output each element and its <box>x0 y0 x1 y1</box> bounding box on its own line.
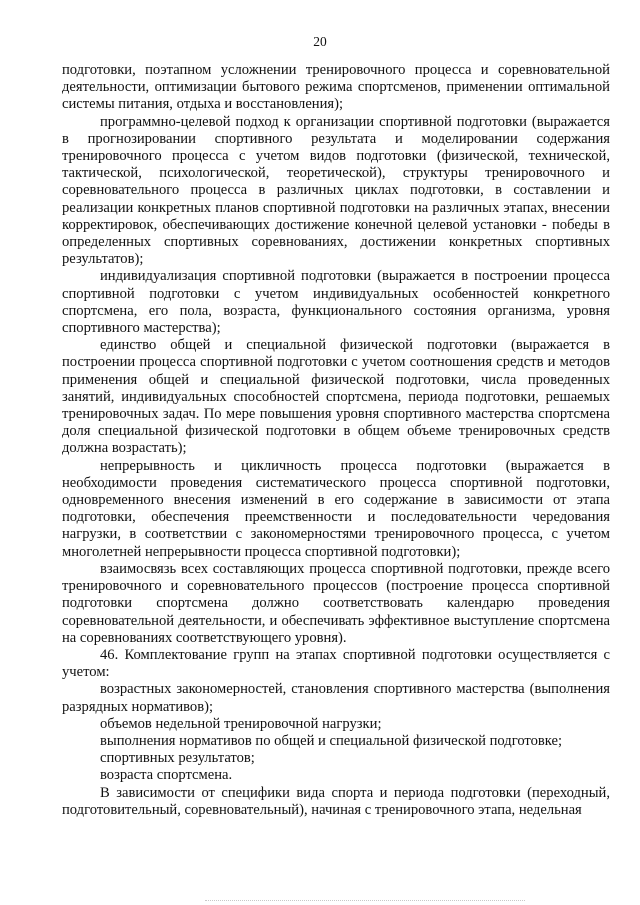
paragraph-continuation: подготовки, поэтапном усложнении тренировочного процесса и соревновательной деятельности, оптимизации бытового режима спортсменов, применении оптимальной системы питания, отдыха и восстановления); <box>62 62 610 113</box>
paragraph-program-target-approach: программно-целевой подход к организации спортивной подготовки (выражается в прогнозировании спортивного результата и моделировании содержания тренировочного процесса с учетом видов подготовки (физической, технической, тактической, психологической, теоретической), структуры тренировочного и соревновательного процесса в различных циклах подготовки, в составлении и реализации конкретных планов спортивной подготовки на различных этапах, внесении корректировок, обеспечивающих достижение конечной целевой установки - победы в определенных спортивных соревнованиях, достижении конкретных спортивных результатов); <box>62 113 610 268</box>
bottom-scan-line <box>205 900 525 901</box>
paragraph-interrelation: взаимосвязь всех составляющих процесса спортивной подготовки, прежде всего тренировочного и соревновательного процессов (построение процесса спортивной подготовки спортсмена должно соответствовать календарю проведения соревновательной деятельности, и обеспечивать эффективное выступление спортсмена на соревнованиях соответствующего уровня). <box>62 560 610 646</box>
list-item-athlete-age: возраста спортсмена. <box>100 767 233 784</box>
list-item-weekly-load: объемов недельной тренировочной нагрузки; <box>100 715 382 732</box>
page-number: 20 <box>313 34 327 49</box>
paragraph-unity-of-training: единство общей и специальной физической подготовки (выражается в построении процесса спортивной подготовки с учетом соотношения средств и методов применения общей и специальной физической подготовки, числа проведенных занятий, индивидуальных способностей спортсмена, периода подготовки, решаемых тренировочных задач. По мере повышения уровня спортивного мастерства спортсмена доля специальной физической подготовки в общем объеме тренировочных средств должна возрастать); <box>62 337 610 457</box>
paragraph-continuity: непрерывность и цикличность процесса подготовки (выражается в необходимости проведения систематического процесса спортивной подготовки, одновременного внесения изменений в его содержание в зависимости от этапа подготовки, обеспечения преемственности и последовательности чередования нагрузки, в соответствии с закономерностями тренировочного процесса, с учетом многолетней непрерывности процесса спортивной подготовки); <box>62 457 610 560</box>
paragraph-individualization: индивидуализация спортивной подготовки (выражается в построении процесса спортивной подготовки с учетом индивидуальных особенностей конкретного спортсмена, его пола, возраста, функционального состояния организма, уровня спортивного мастерства); <box>62 268 610 337</box>
list-item-age-patterns: возрастных закономерностей, становления спортивного мастерства (выполнения разрядных нормативов); <box>62 681 610 715</box>
list-item-standards: выполнения нормативов по общей и специальной физической подготовке; <box>100 732 563 749</box>
paragraph-weekly-load-dependency: В зависимости от специфики вида спорта и периода подготовки (переходный, подготовительный, соревновательный), начиная с тренировочного этапа, недельная <box>62 784 610 818</box>
list-item-results: спортивных результатов; <box>100 750 255 767</box>
document-body <box>62 62 610 819</box>
paragraph-item-46: 46. Комплектование групп на этапах спортивной подготовки осуществляется с учетом: <box>62 646 610 681</box>
